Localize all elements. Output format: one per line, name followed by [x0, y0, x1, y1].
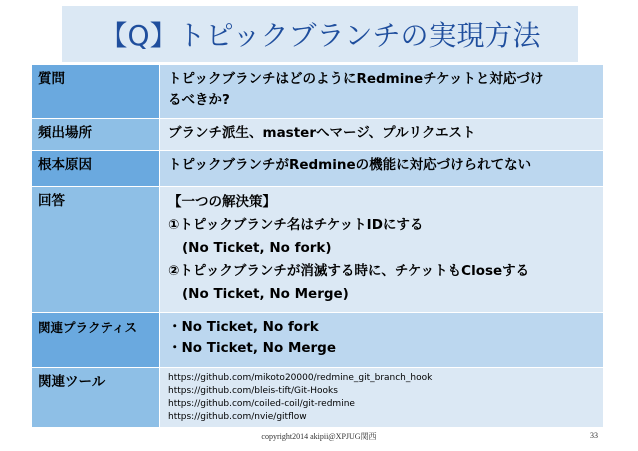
- value-cell: [160, 119, 604, 151]
- tool-link-3[interactable]: https://github.com/coiled-coil/git-redmine: [168, 399, 355, 409]
- answer-line-2: ①トピックブランチ名はチケットIDにする: [168, 217, 424, 233]
- related-practices-text: [160, 313, 603, 359]
- row-label-related-practices: 関連プラクティス: [38, 320, 138, 335]
- page-number: 33: [590, 431, 598, 440]
- table-row-frequent-places: [32, 119, 604, 151]
- label-cell: [32, 368, 160, 428]
- value-cell: [160, 368, 604, 428]
- slide-title: 【Q】トピックブランチの実現方法: [99, 19, 541, 52]
- tool-link-1[interactable]: https://github.com/mikoto20000/redmine_git_branch_hook: [168, 373, 433, 383]
- value-cell: [160, 151, 604, 187]
- question-line-2: るべきか?: [168, 92, 230, 108]
- answer-line-4: ②トピックブランチが消滅する時に、チケットもCloseする: [168, 263, 530, 279]
- table-row-question: [32, 65, 604, 119]
- table-row-root-cause: [32, 151, 604, 187]
- label-cell: [32, 313, 160, 368]
- footer-copyright: copyright2014 akipii@XPJUG関西: [261, 432, 377, 441]
- answer-line-3: (No Ticket, No fork): [182, 240, 332, 256]
- value-cell: [160, 187, 604, 313]
- tool-link-4[interactable]: https://github.com/nvie/gitflow: [168, 412, 307, 422]
- answer-text: [160, 187, 603, 306]
- slide-title-box: [62, 6, 578, 62]
- frequent-places-text: ブランチ派生、masterへマージ、プルリクエスト: [168, 125, 476, 141]
- row-label-related-tools: 関連ツール: [38, 374, 106, 390]
- table-row-answer: [32, 187, 604, 313]
- table-row-related-tools: [32, 368, 604, 428]
- practice-line-2: ・No Ticket, No Merge: [168, 340, 337, 356]
- value-cell: [160, 313, 604, 368]
- row-label-answer: 回答: [38, 193, 65, 209]
- table-row-related-practices: [32, 313, 604, 368]
- label-cell: [32, 187, 160, 313]
- row-label-frequent-places: 頻出場所: [38, 125, 92, 141]
- label-cell: [32, 119, 160, 151]
- question-text: [160, 65, 603, 111]
- tool-link-2[interactable]: https://github.com/bleis-tift/Git-Hooks: [168, 386, 338, 396]
- qa-table: [31, 64, 604, 428]
- answer-line-5: (No Ticket, No Merge): [182, 286, 349, 302]
- answer-line-1: 【一つの解決策】: [168, 194, 276, 210]
- value-cell: [160, 65, 604, 119]
- row-label-root-cause: 根本原因: [38, 157, 92, 173]
- root-cause-text: トピックブランチがRedmineの機能に対応づけられてない: [168, 157, 532, 173]
- label-cell: [32, 65, 160, 119]
- question-line-1: トピックブランチはどのようにRedmineチケットと対応づけ: [168, 71, 544, 87]
- label-cell: [32, 151, 160, 187]
- related-tools-list: [160, 368, 603, 426]
- practice-line-1: ・No Ticket, No fork: [168, 319, 319, 335]
- row-label-question: 質問: [38, 71, 65, 87]
